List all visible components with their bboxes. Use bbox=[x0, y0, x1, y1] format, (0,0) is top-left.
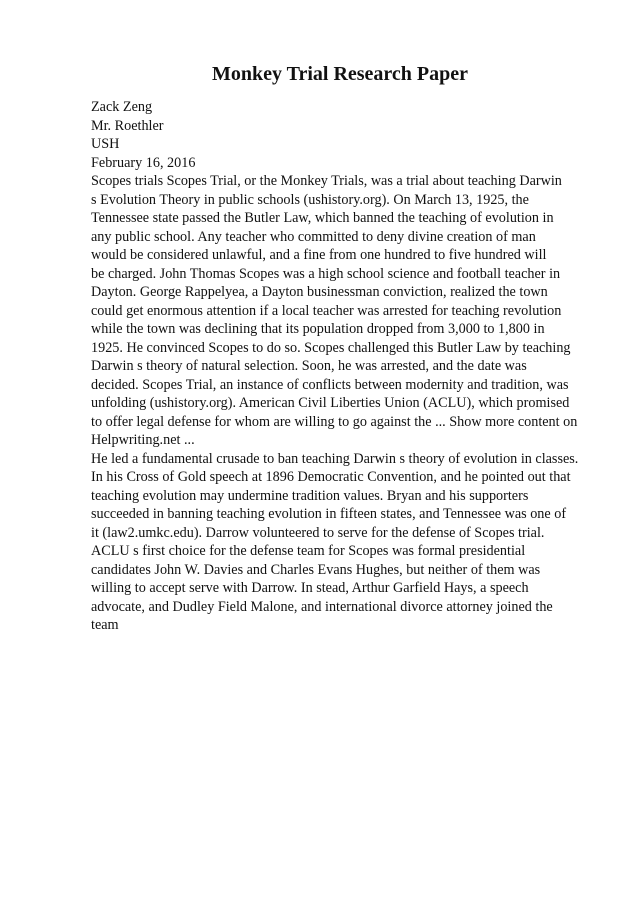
text-line: s Evolution Theory in public schools (ushistory.org). On March 13, 1925, the bbox=[91, 191, 529, 208]
document-date: February 16, 2016 bbox=[91, 154, 196, 171]
text-line: candidates John W. Davies and Charles Evans Hughes, but neither of them was bbox=[91, 561, 541, 578]
document-body bbox=[91, 98, 611, 635]
text-line: it (law2.umkc.edu). Darrow volunteered to serve for the defense of Scopes trial. bbox=[91, 524, 545, 541]
text-line: Helpwriting.net ... bbox=[91, 432, 195, 448]
text-line: Scopes trials Scopes Trial, or the Monkey Trials, was a trial about teaching Darwin bbox=[91, 173, 562, 189]
text-line: teaching evolution may undermine tradition values. Bryan and his supporters bbox=[91, 487, 529, 504]
text-line: willing to accept serve with Darrow. In stead, Arthur Garfield Hays, a speech bbox=[91, 580, 529, 596]
text-line: could get enormous attention if a local teacher was arrested for teaching revolution bbox=[91, 302, 562, 319]
text-line: Darwin s theory of natural selection. Soon, he was arrested, and the date was bbox=[91, 358, 527, 374]
text-line: advocate, and Dudley Field Malone, and international divorce attorney joined the bbox=[91, 598, 553, 615]
text-line: while the town was declining that its population dropped from 3,000 to 1,800 in bbox=[91, 321, 545, 337]
text-line: He led a fundamental crusade to ban teaching Darwin s theory of evolution in classes. bbox=[91, 450, 579, 467]
text-line: succeeded in banning teaching evolution in fifteen states, and Tennessee was one of bbox=[91, 506, 567, 522]
text-line: team bbox=[91, 617, 119, 633]
text-line: decided. Scopes Trial, an instance of conflicts between modernity and tradition, was bbox=[91, 376, 569, 393]
page-title: Monkey Trial Research Paper bbox=[211, 63, 469, 85]
course-name: USH bbox=[91, 136, 120, 152]
text-line: to offer legal defense for whom are willing to go against the ... Show more content on bbox=[91, 413, 578, 430]
text-line: Tennessee state passed the Butler Law, which banned the teaching of evolution in bbox=[91, 210, 554, 226]
text-line: any public school. Any teacher who committed to deny divine creation of man bbox=[91, 228, 536, 245]
teacher-name: Mr. Roethler bbox=[91, 117, 164, 134]
text-line: be charged. John Thomas Scopes was a high school science and football teacher in bbox=[91, 265, 561, 282]
text-line: Dayton. George Rappelyea, a Dayton businessman conviction, realized the town bbox=[91, 284, 548, 300]
text-line: 1925. He convinced Scopes to do so. Scopes challenged this Butler Law by teaching bbox=[91, 339, 571, 356]
text-line: In his Cross of Gold speech at 1896 Democratic Convention, and he pointed out that bbox=[91, 469, 571, 485]
text-line: ACLU s first choice for the defense team for Scopes was formal presidential bbox=[91, 543, 526, 559]
text-line: unfolding (ushistory.org). American Civil Liberties Union (ACLU), which promised bbox=[91, 395, 570, 411]
author-name: Zack Zeng bbox=[91, 99, 153, 115]
text-line: would be considered unlawful, and a fine from one hundred to five hundred will bbox=[91, 247, 547, 263]
